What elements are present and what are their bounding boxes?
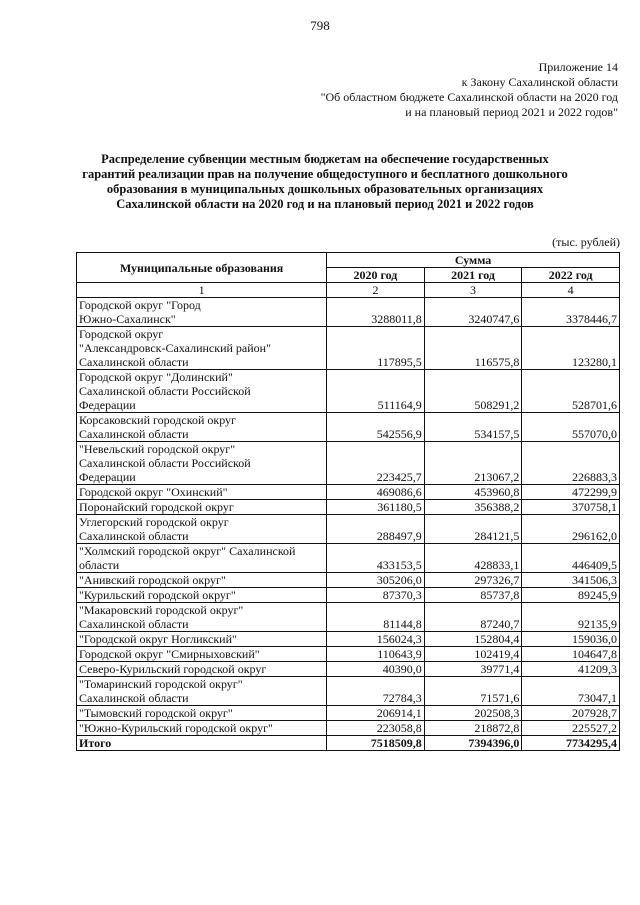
municipality-name-line: Сахалинской области [79, 529, 189, 543]
municipality-name [77, 721, 327, 736]
header-year-2022: 2022 год [522, 268, 620, 283]
header-year-2020: 2020 год [327, 268, 425, 283]
table-row [77, 603, 620, 632]
amount-2021: 71571,6 [424, 677, 522, 706]
amount-2022: 472299,9 [522, 485, 620, 500]
document-title [60, 152, 590, 212]
table-row [77, 573, 620, 588]
municipality-name-line: Городской округ [79, 327, 164, 341]
municipality-name-line: Сахалинской области [79, 691, 189, 705]
municipality-name-line: Сахалинской области [79, 355, 189, 369]
table-row [77, 298, 620, 327]
subvention-table [76, 252, 620, 751]
amount-2022: 226883,3 [522, 442, 620, 485]
amount-2022: 104647,8 [522, 647, 620, 662]
amount-2020: 156024,3 [327, 632, 425, 647]
column-index: 2 [327, 283, 425, 298]
municipality-name-line: Сахалинской области [79, 617, 189, 631]
municipality-name-line: "Южно-Курильский городской округ" [79, 721, 273, 735]
amount-2021: 428833,1 [424, 544, 522, 573]
amount-2020: 3288011,8 [327, 298, 425, 327]
municipality-name-line: Сахалинской области [79, 427, 189, 441]
municipality-name-line: Сахалинской области Российской [79, 456, 251, 470]
table-row [77, 485, 620, 500]
annex-line: к Закону Сахалинской области [461, 75, 618, 89]
municipality-name [77, 413, 327, 442]
header-sum: Сумма [327, 253, 620, 268]
column-index: 3 [424, 283, 522, 298]
amount-2020: 542556,9 [327, 413, 425, 442]
amount-2022: 159036,0 [522, 632, 620, 647]
amount-2020: 110643,9 [327, 647, 425, 662]
annex-line: Приложение 14 [538, 60, 618, 74]
annex-line: "Об областном бюджете Сахалинской области на 2020 год [320, 90, 618, 104]
header-year-2021: 2021 год [424, 268, 522, 283]
amount-2021: 453960,8 [424, 485, 522, 500]
amount-2021: 116575,8 [424, 327, 522, 370]
amount-2022: 123280,1 [522, 327, 620, 370]
municipality-name [77, 662, 327, 677]
amount-2022: 370758,1 [522, 500, 620, 515]
amount-2021: 39771,4 [424, 662, 522, 677]
municipality-name [77, 485, 327, 500]
table-row [77, 588, 620, 603]
table-row [77, 500, 620, 515]
table-row [77, 632, 620, 647]
amount-2022: 73047,1 [522, 677, 620, 706]
table-row [77, 544, 620, 573]
table-row [77, 370, 620, 413]
municipality-name-line: Поронайский городской округ [79, 500, 234, 514]
amount-2020: 72784,3 [327, 677, 425, 706]
municipality-name-line: "Городской округ Ногликский" [79, 632, 237, 646]
amount-2020: 433153,5 [327, 544, 425, 573]
municipality-name-line: Городской округ "Смирныховский" [79, 647, 260, 661]
amount-2020: 305206,0 [327, 573, 425, 588]
municipality-name [77, 632, 327, 647]
amount-2021: 284121,5 [424, 515, 522, 544]
municipality-name-line: "Анивский городской округ" [79, 573, 226, 587]
amount-2020: 223058,8 [327, 721, 425, 736]
amount-2020: 206914,1 [327, 706, 425, 721]
title-line: образования в муниципальных дошкольных образовательных организациях [106, 182, 544, 196]
table-row [77, 706, 620, 721]
amount-2020: 81144,8 [327, 603, 425, 632]
amount-2021: 85737,8 [424, 588, 522, 603]
column-index: 1 [77, 283, 327, 298]
amount-2020: 40390,0 [327, 662, 425, 677]
title-line: Распределение субвенции местным бюджетам на обеспечение государственных [101, 152, 549, 166]
municipality-name [77, 677, 327, 706]
municipality-name-line: Сахалинской области Российской [79, 384, 251, 398]
municipality-name [77, 603, 327, 632]
municipality-name-line: "Невельский городской округ" [79, 442, 236, 456]
municipality-name-line: Северо-Курильский городской округ [79, 662, 267, 676]
amount-2021: 102419,4 [424, 647, 522, 662]
municipality-name-line: Корсаковский городской округ [79, 413, 236, 427]
municipality-name-line: Южно-Сахалинск" [79, 312, 176, 326]
annex-block [321, 60, 618, 120]
municipality-name-line: "Холмский городской округ" Сахалинской [79, 544, 296, 558]
amount-2022: 557070,0 [522, 413, 620, 442]
municipality-name-line: "Томаринский городской округ" [79, 677, 243, 691]
municipality-name [77, 298, 327, 327]
amount-2020: 469086,6 [327, 485, 425, 500]
amount-2022: 446409,5 [522, 544, 620, 573]
total-2022: 7734295,4 [522, 736, 620, 751]
amount-2022: 341506,3 [522, 573, 620, 588]
municipality-name-line: Углегорский городской округ [79, 515, 229, 529]
table-row [77, 442, 620, 485]
table-row [77, 721, 620, 736]
municipality-name-line: Федерации [79, 470, 136, 484]
municipality-name [77, 327, 327, 370]
column-index: 4 [522, 283, 620, 298]
amount-2020: 288497,9 [327, 515, 425, 544]
municipality-name [77, 588, 327, 603]
title-line: Сахалинской области на 2020 год и на плановый период 2021 и 2022 годов [116, 197, 534, 211]
amount-2020: 117895,5 [327, 327, 425, 370]
municipality-name [77, 515, 327, 544]
total-2021: 7394396,0 [424, 736, 522, 751]
amount-2022: 89245,9 [522, 588, 620, 603]
municipality-name-line: "Макаровский городской округ" [79, 603, 244, 617]
municipality-name [77, 573, 327, 588]
amount-2021: 508291,2 [424, 370, 522, 413]
municipality-name-line: области [79, 558, 120, 572]
table-row [77, 677, 620, 706]
municipality-name [77, 706, 327, 721]
amount-2021: 534157,5 [424, 413, 522, 442]
annex-line: и на плановый период 2021 и 2022 годов" [405, 105, 618, 119]
header-municipalities: Муниципальные образования [77, 253, 327, 283]
amount-2021: 202508,3 [424, 706, 522, 721]
municipality-name-line: Городской округ "Охинский" [79, 485, 228, 499]
municipality-name [77, 544, 327, 573]
municipality-name-line: Федерации [79, 398, 136, 412]
municipality-name-line: "Александровск-Сахалинский район" [79, 341, 271, 355]
amount-2022: 528701,6 [522, 370, 620, 413]
amount-2022: 225527,2 [522, 721, 620, 736]
municipality-name [77, 442, 327, 485]
total-2020: 7518509,8 [327, 736, 425, 751]
table-row [77, 413, 620, 442]
total-row [77, 736, 620, 751]
amount-2021: 3240747,6 [424, 298, 522, 327]
amount-2021: 356388,2 [424, 500, 522, 515]
municipality-name-line: Городской округ "Город [79, 298, 201, 312]
amount-2022: 92135,9 [522, 603, 620, 632]
amount-2021: 297326,7 [424, 573, 522, 588]
table-row [77, 327, 620, 370]
amount-2020: 361180,5 [327, 500, 425, 515]
amount-2021: 152804,4 [424, 632, 522, 647]
municipality-name [77, 500, 327, 515]
municipality-name-line: Городской округ "Долинский" [79, 370, 233, 384]
units-label: (тыс. рублей) [552, 235, 620, 249]
amount-2020: 87370,3 [327, 588, 425, 603]
amount-2021: 87240,7 [424, 603, 522, 632]
amount-2020: 511164,9 [327, 370, 425, 413]
amount-2022: 207928,7 [522, 706, 620, 721]
amount-2021: 218872,8 [424, 721, 522, 736]
total-label: Итого [77, 736, 327, 751]
amount-2021: 213067,2 [424, 442, 522, 485]
table-body [77, 298, 620, 736]
table-row [77, 515, 620, 544]
municipality-name [77, 370, 327, 413]
table-row [77, 662, 620, 677]
title-line: гарантий реализации прав на получение общедоступного и бесплатного дошкольного [82, 167, 568, 181]
table-row [77, 647, 620, 662]
municipality-name [77, 647, 327, 662]
municipality-name-line: "Тымовский городской округ" [79, 706, 233, 720]
municipality-name-line: "Курильский городской округ" [79, 588, 236, 602]
page-number: 798 [310, 18, 330, 33]
amount-2022: 41209,3 [522, 662, 620, 677]
amount-2020: 223425,7 [327, 442, 425, 485]
amount-2022: 3378446,7 [522, 298, 620, 327]
amount-2022: 296162,0 [522, 515, 620, 544]
